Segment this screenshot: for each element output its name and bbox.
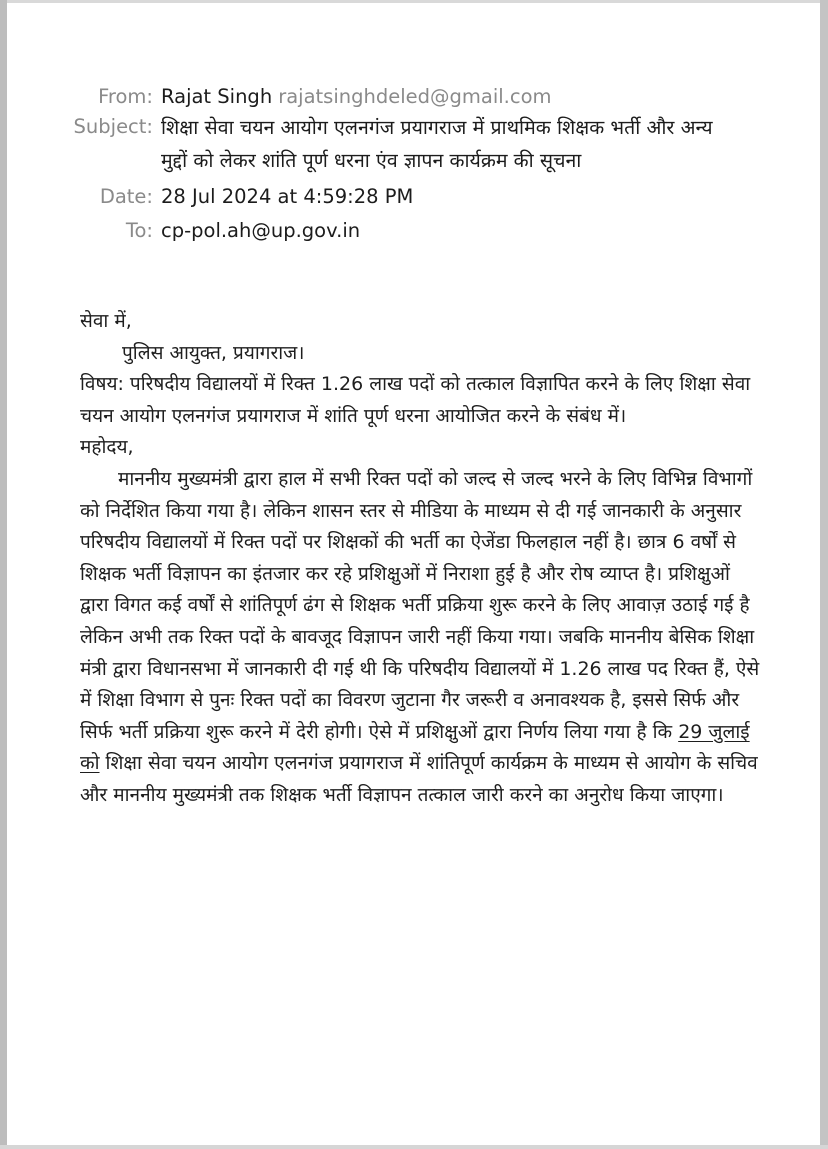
greeting: महोदय, [80,436,134,459]
sender-name: Rajat Singh [161,85,273,108]
subject-label: Subject: [73,115,153,138]
from-row [0,84,828,110]
paper-edge-top [0,0,828,3]
paper-edge-bottom [0,1145,828,1149]
recipient-email[interactable]: cp-pol.ah@up.gov.in [161,219,361,242]
from-label: From: [98,85,153,108]
paragraph-text-1: माननीय मुख्यमंत्री द्वारा हाल में सभी रिक्त पदों को जल्द से जल्द भरने के लिए विभिन्न विभागों को निर्देशित किया गया है। लेकिन शासन स्तर से मीडिया के माध्यम से दी गई जानकारी के अनुसार परिषदीय विद्यालयों में रिक्त पदों पर शिक्षकों की भर्ती का ऐजेंडा फिलहाल नहीं है। छात्र 6 वर्षों से शिक्षक भर्ती विज्ञापन का इंतजार कर रहे प्रशिक्षुओं में निराशा हुई है और रोष व्याप्त है। प्रशिक्षुओं द्वारा विगत कई वर्षों से शांतिपूर्ण ढंग से शिक्षक भर्ती प्रक्रिया शुरू करने के लिए आवाज़ उठाई गई है लेकिन अभी तक रिक्त पदों के बावजूद विज्ञापन जारी नहीं किया गया। जबकि माननीय बेसिक शिक्षा मंत्री द्वारा विधानसभा में जानकारी दी गई थी कि परिषदीय विद्यालयों में 1.26 लाख पद रिक्त हैं, ऐसे में शिक्षा विभाग से पुनः रिक्त पदों का विवरण जुटाना गैर जरूरी व अनावश्यक है, इससे सिर्फ और सिर्फ भर्ती प्रक्रिया शुरू करने में देरी होगी। ऐसे में प्रशिक्षुओं द्वारा निर्णय लिया गया है कि [80,467,760,743]
email-header [0,84,828,244]
letter-subject: विषय: परिषदीय विद्यालयों में रिक्त 1.26 लाख पदों को तत्काल विज्ञापित करने के लिए शिक्षा सेवा चयन आयोग एलनगंज प्रयागराज में शांति पूर्ण धरना आयोजित करने के संबंध में। [80,373,751,427]
sender-email[interactable]: rajatsinghdeled@gmail.com [278,85,552,108]
to-row [0,218,828,244]
salutation-line: सेवा में, [80,310,132,332]
protest-date: 29 जुलाई को [80,720,750,775]
to-label: To: [125,219,153,242]
subject-value: शिक्षा सेवा चयन आयोग एलनगंज प्रयागराज में प्राथमिक शिक्षक भर्ती और अन्य मुद्दों को लेकर शांति पूर्ण धरना एंव ज्ञापन कार्यक्रम की सूचना [161,116,713,172]
date-value: 28 Jul 2024 at 4:59:28 PM [161,185,414,208]
main-paragraph [80,464,760,812]
addressee: पुलिस आयुक्त, प्रयागराज। [122,341,305,364]
from-value [161,84,552,110]
paragraph-text-2: शिक्षा सेवा चयन आयोग एलनगंज प्रयागराज में शांतिपूर्ण कार्यक्रम के माध्यम से आयोग के सचिव और माननीय मुख्यमंत्री तक शिक्षक भर्ती विज्ञापन तत्काल जारी करने का अनुरोध किया जाएगा। [80,752,758,806]
date-label: Date: [99,185,153,208]
date-row [0,184,828,210]
letter-body [80,306,760,812]
subject-row [0,114,828,177]
